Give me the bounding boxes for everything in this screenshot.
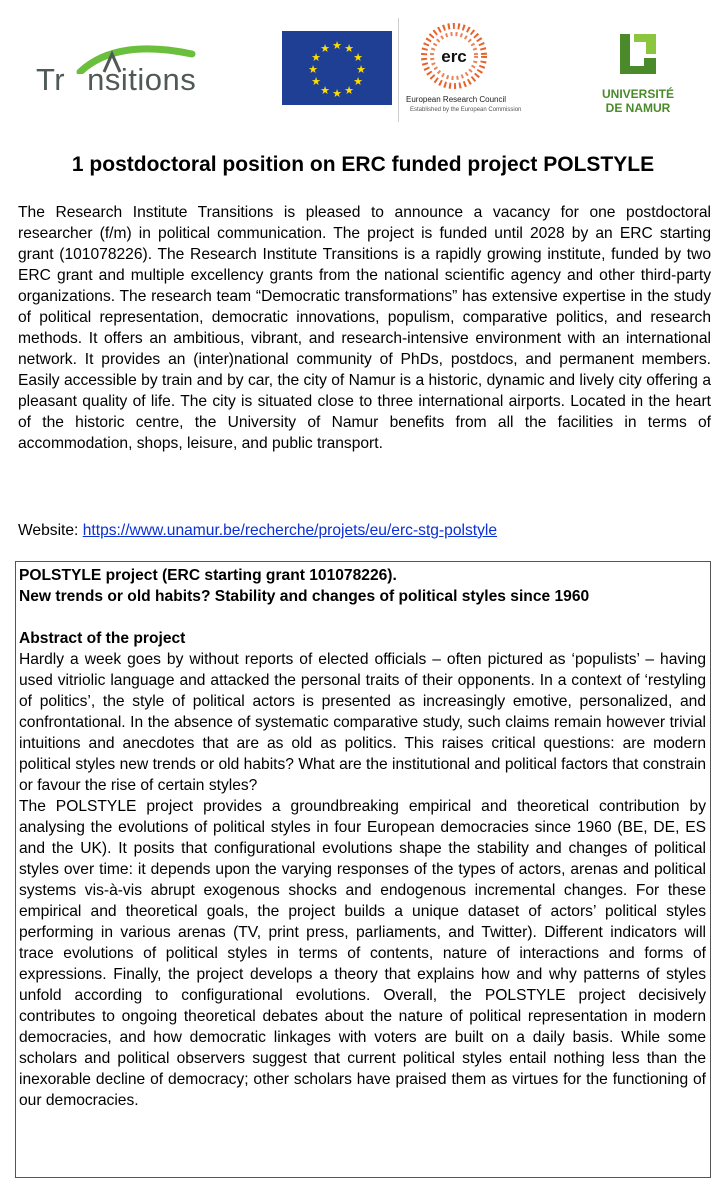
erc-tagline: Established by the European Commission <box>410 107 522 113</box>
project-heading-title: New trends or old habits? Stability and changes of political styles since 1960 <box>19 588 590 605</box>
eu-stars-icon <box>282 31 392 105</box>
spacer <box>19 607 706 628</box>
website-label: Website: <box>18 522 79 539</box>
erc-logo <box>398 18 522 122</box>
eu-flag <box>282 31 392 105</box>
svg-text:★: ★ <box>344 84 354 97</box>
transitions-logo <box>36 44 218 106</box>
page-title: 1 postdoctoral position on ERC funded project POLSTYLE <box>71 153 655 176</box>
project-box <box>15 561 711 1178</box>
svg-text:★: ★ <box>320 42 330 55</box>
svg-text:★: ★ <box>320 84 330 97</box>
svg-text:★: ★ <box>311 51 321 64</box>
svg-text:★: ★ <box>353 51 363 64</box>
logo-header <box>0 0 726 125</box>
unamur-mark-icon <box>598 30 678 86</box>
svg-text:erc: erc <box>441 47 467 66</box>
unamur-line2: DE NAMUR <box>605 101 671 115</box>
transitions-logo-text: Tr nsitions <box>36 62 197 97</box>
erc-name: European Research Council <box>406 95 507 104</box>
unamur-line1: UNIVERSITÉ <box>601 87 674 101</box>
unamur-logo <box>598 30 678 114</box>
svg-text:★: ★ <box>353 75 363 88</box>
abstract-heading: Abstract of the project <box>19 630 186 647</box>
abstract-paragraph-1: Hardly a week goes by without reports of elected officials – often pictured as ‘populists’ – having used vitriolic language and attacked the personal traits of their opponents. In a context of ‘restyling of politics’, the style of political actors is presented as increasingly emotive, personalized, and confrontational. In the absence of systematic comparative study, such claims remain however trivial intuitions and anecdotes that are as old as politics. This raises critical questions: are modern political styles new trends or old habits? What are the institutional and political factors that constrain or favour the rise of certain styles? <box>19 651 706 794</box>
abstract-paragraph-2: The POLSTYLE project provides a groundbreaking empirical and theoretical contribution by analysing the evolutions of political styles in four European democracies since 1960 (BE, DE, ES and the UK). It posits that configurational evolutions shape the stability and changes of political styles over time: it depends upon the varying responses of the types of actors, arenas and political systems vis-à-vis abrupt exogenous shocks and endogenous incremental changes. For these empirical and theoretical goals, the project builds a unique dataset of actors’ political styles performing in various arenas (TV, print press, parliaments, and Twitter). Different indicators will trace evolutions of political styles in terms of contents, nature of interactions and forms of expressions. Finally, the project develops a theory that explains how and why patterns of styles unfold according to configurational evolutions. Overall, the POLSTYLE project decisively contributes to ongoing theoretical debates about the nature of political representation in modern democracies, and how democratic linkages with voters are built on a daily basis. While some scholars and political observers suggest that current political styles entail nothing less than the inexorable decline of democracy; other scholars have praised them as virtues for the functioning of our democracies. <box>19 798 706 1109</box>
svg-text:★: ★ <box>356 63 366 76</box>
website-line <box>18 520 711 541</box>
svg-text:★: ★ <box>344 42 354 55</box>
project-heading-grant: POLSTYLE project (ERC starting grant 101078226). <box>19 567 397 584</box>
svg-text:★: ★ <box>308 63 318 76</box>
svg-text:★: ★ <box>311 75 321 88</box>
svg-text:★: ★ <box>332 39 342 52</box>
erc-dots-icon <box>398 18 510 94</box>
svg-text:★: ★ <box>332 87 342 100</box>
intro-paragraph: The Research Institute Transitions is pleased to announce a vacancy for one postdoctoral researcher (f/m) in political communication. The project is funded until 2028 by an ERC starting grant (101078226). The Research Institute Transitions is a rapidly growing institute, funded by two ERC grant and multiple excellency grants from the national scientific agency and other third-party organizations. The research team “Democratic transformations” has extensive expertise in the study of political representation, democratic innovations, populism, comparative politics, and research methods. It offers an ambitious, vibrant, and research-intensive environment with an international network. It provides an (inter)national community of PhDs, postdocs, and permanent members. Easily accessible by train and by car, the city of Namur is a historic, dynamic and lively city offering a pleasant quality of life. The city is situated close to three international airports. Located in the heart of the historic centre, the University of Namur benefits from all the facilities in terms of accommodation, shops, leisure, and public transport. <box>18 204 711 452</box>
website-link[interactable]: https://www.unamur.be/recherche/projets/eu/erc-stg-polstyle <box>82 522 498 539</box>
logo-divider <box>398 18 399 122</box>
